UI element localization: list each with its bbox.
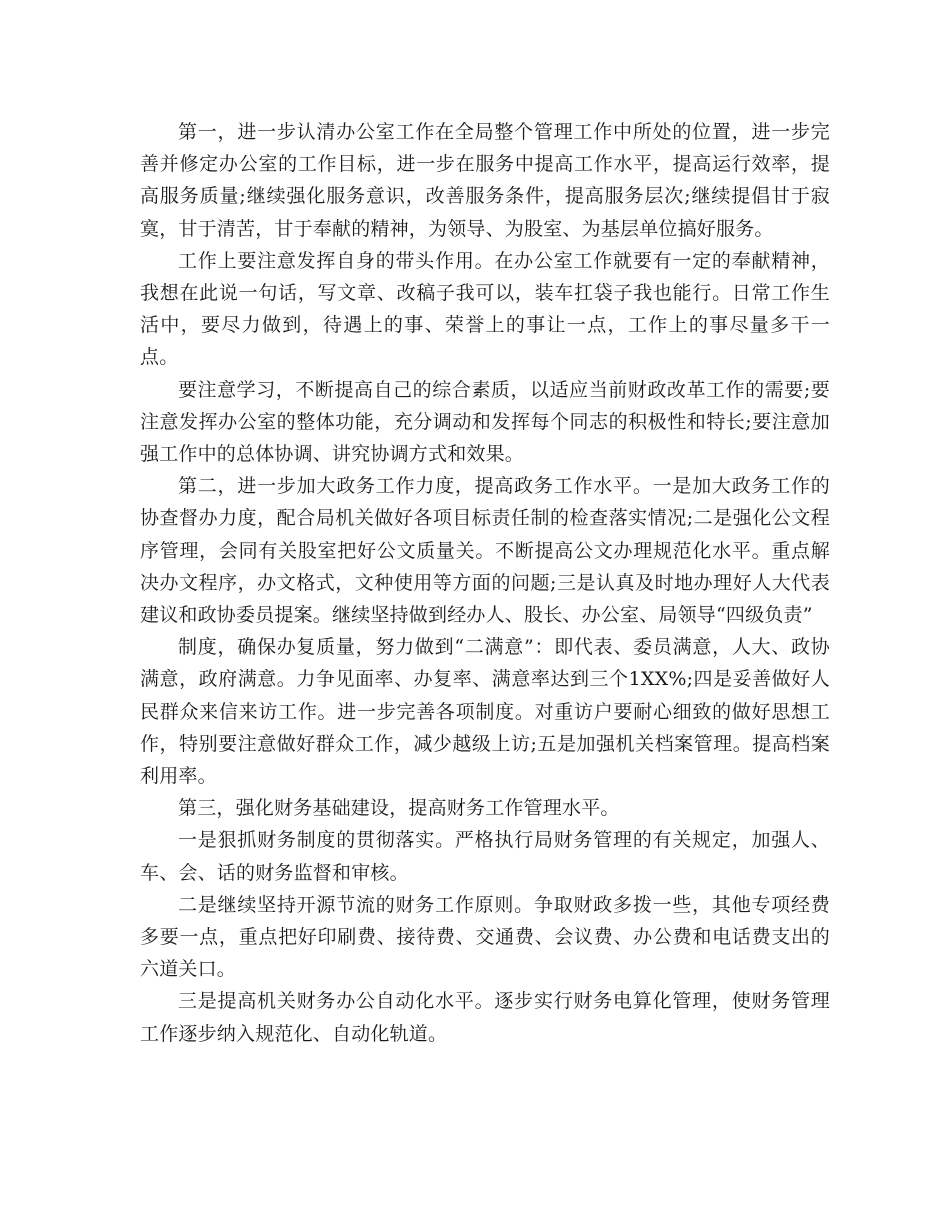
paragraph-6: 第三，强化财务基础建设，提高财务工作管理水平。 — [178, 797, 620, 820]
paragraph-9: 三是提高机关财务办公自动化水平。逐步实行财务电算化管理，使财务管理工作逐步纳入规范化、自动化轨道。 — [140, 990, 830, 1045]
paragraph-4: 第二，进一步加大政务工作力度，提高政务工作水平。一是加大政务工作的协查督办力度，配合局机关做好各项目标责任制的检查落实情况;二是强化公文程序管理，会同有关股室把好公文质量关。不断提高公文办理规范化水平。重点解决办文程序，办文格式，文种使用等方面的问题;三是认真及时地办理好人大代表建议和政协委员提案。继续坚持做到经办人、股长、办公室、局领导“四级负责” — [140, 475, 830, 627]
paragraph-3: 要注意学习，不断提高自己的综合素质，以适应当前财政改革工作的需要;要注意发挥办公室的整体功能，充分调动和发挥每个同志的积极性和特长;要注意加强工作中的总体协调、讲究协调方式和效果。 — [140, 378, 830, 466]
paragraph-5: 制度，确保办复质量，努力做到“二满意”：即代表、委员满意，人大、政协满意，政府满意。力争见面率、办复率、满意率达到三个1XX%;四是妥善做好人民群众来信来访工作。进一步完善各项制度。对重访户要耐心细致的做好思想工作，特别要注意做好群众工作，减少越级上访;五是加强机关档案管理。提高档案利用率。 — [140, 636, 830, 788]
paragraph-1: 第一，进一步认清办公室工作在全局整个管理工作中所处的位置，进一步完善并修定办公室的工作目标，进一步在服务中提高工作水平，提高运行效率，提高服务质量;继续强化服务意识，改善服务条件，提高服务层次;继续提倡甘于寂寞，甘于清苦，甘于奉献的精神，为领导、为股室、为基层单位搞好服务。 — [140, 121, 830, 240]
paragraph-8: 二是继续坚持开源节流的财务工作原则。争取财政多拨一些，其他专项经费多要一点，重点把好印刷费、接待费、交通费、会议费、办公费和电话费支出的六道关口。 — [140, 893, 830, 981]
paragraph-7: 一是狠抓财务制度的贯彻落实。严格执行局财务管理的有关规定，加强人、车、会、话的财务监督和审核。 — [140, 829, 830, 884]
document-body — [140, 116, 830, 1050]
paragraph-2: 工作上要注意发挥自身的带头作用。在办公室工作就要有一定的奉献精神，我想在此说一句话，写文章、改稿子我可以，装车扛袋子我也能行。日常工作生活中，要尽力做到，待遇上的事、荣誉上的事让一点，工作上的事尽量多干一点。 — [140, 249, 830, 369]
